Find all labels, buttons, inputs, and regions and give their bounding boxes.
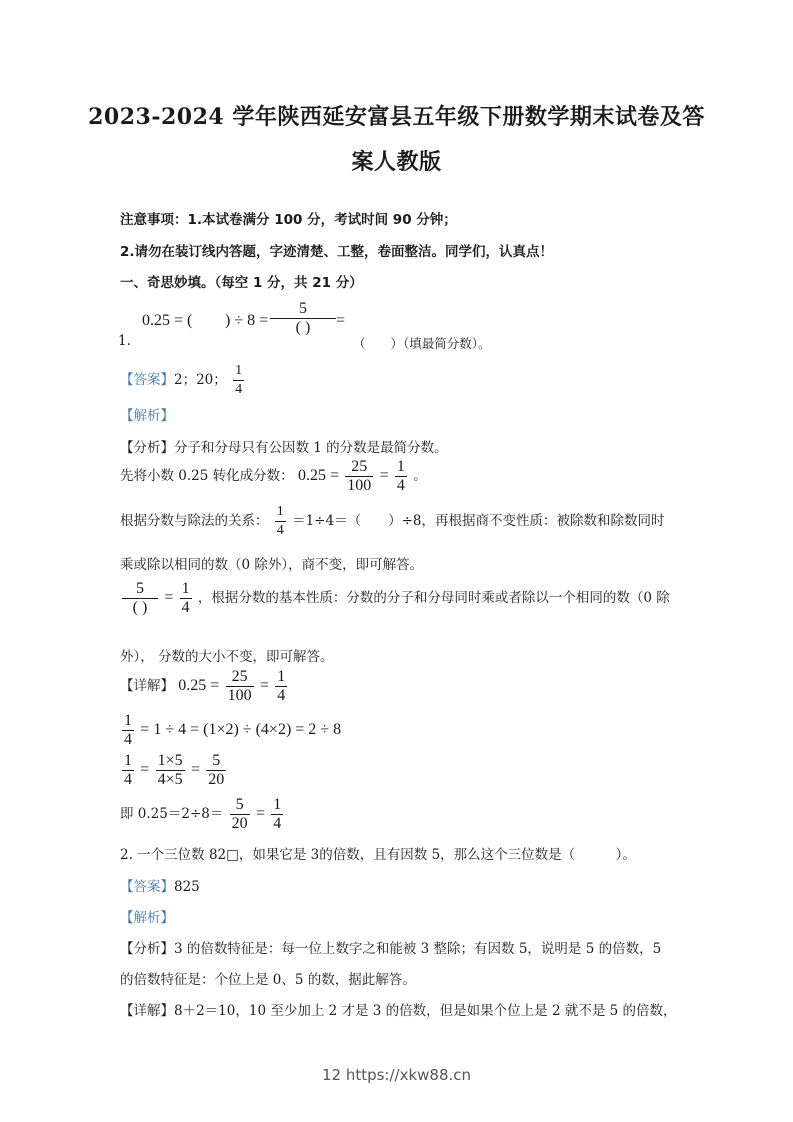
q1-detail-2: $\frac{1}{4}$ = 1 ÷ 4 = (1×2) ÷ (4×2) = 2 ÷ 8 <box>124 712 342 748</box>
q1-expr-mid: ) ÷ 8 = <box>225 312 269 329</box>
q1-expr-left: 0.25 = ( <box>142 312 193 329</box>
q1-step3-line2: 外）， 分数的大小不变，即可解答。 <box>120 649 334 665</box>
q1-step3: $\frac{5}{( )}$ = $\frac{1}{4}$ ，根据分数的基本性质：分数的分子和分母同时乘或者除以一个相同的数（0 除 <box>120 580 670 617</box>
q1-eq: = <box>336 312 346 329</box>
doc-title-line1: 2023-2024 学年陕西延安富县五年级下册数学期末试卷及答 <box>88 104 705 130</box>
q1-number: 1. <box>118 333 131 349</box>
q2-fenxi: 【分析】3 的倍数特征是：每一位上数字之和能被 3 整除；有因数 5，说明是 5 的倍数，5 <box>120 941 662 957</box>
notes-line2: 2.请勿在装订线内答题，字迹清楚、工整，卷面整洁。同学们，认真点！ <box>120 244 554 260</box>
q1-step2-line2: 乘或除以相同的数（0 除外），商不变，即可解答。 <box>120 557 424 573</box>
q1-analysis-label: 【解析】 <box>120 408 174 424</box>
q2-detail: 【详解】8＋2＝10，10 至少加上 2 才是 3 的倍数，但是如果个位上是 2 就不是 5 的倍数， <box>120 1003 677 1019</box>
q2-question: 2. 一个三位数 82□，如果它是 3的倍数，且有因数 5，那么这个三位数是（ ）。 <box>120 847 636 863</box>
q1-fenxi: 【分析】分子和分母只有公因数 1 的分数是最简分数。 <box>120 440 448 456</box>
q1-detail-3: $\frac{1}{4}$ = $\frac{1\times 5}{4\times 5}$ = $\frac{5}{20}$ <box>124 752 225 788</box>
q1-step2: 根据分数与除法的关系： $\frac{1}{4}$ ＝1÷4＝（ ）÷8，再根据商不变性质：被除数和除数同时 <box>120 504 665 538</box>
notes-line1: 注意事项：1.本试卷满分 100 分，考试时间 90 分钟； <box>120 212 457 228</box>
q2-fenxi-line2: 的倍数特征是：个位上是 0、5 的数，据此解答。 <box>120 972 416 988</box>
doc-title-line2: 案人教版 <box>351 149 442 175</box>
q1-step1: 先将小数 0.25 转化成分数： 0.25 = $\frac{25}{100}$ = $\frac{1}{4}$ 。 <box>120 458 427 494</box>
q1-detail: 【详解】 0.25 = $\frac{25}{100}$ = $\frac{1}{4}$ <box>120 668 286 704</box>
answer-fraction: $\frac{1}{4}$ <box>235 363 243 397</box>
q2-answer: 【答案】825 <box>120 879 200 895</box>
q1-detail-4: 即 0.25＝2÷8＝ $\frac{5}{20}$ = $\frac{1}{4}$ <box>120 796 282 832</box>
q1-answer: 【答案】2；20； $\frac{1}{4}$ <box>120 363 243 397</box>
q2-analysis-label: 【解析】 <box>120 910 174 926</box>
page-footer: 12 https://xkw88.cn <box>321 1066 472 1084</box>
section-heading: 一、奇思妙填。（每空 1 分，共 21 分） <box>120 275 363 291</box>
q1-tail: （ ）（填最简分数）。 <box>353 336 491 351</box>
answer-label: 【答案】 <box>120 372 174 388</box>
q1-fraction: 5 ( ) <box>270 300 336 337</box>
